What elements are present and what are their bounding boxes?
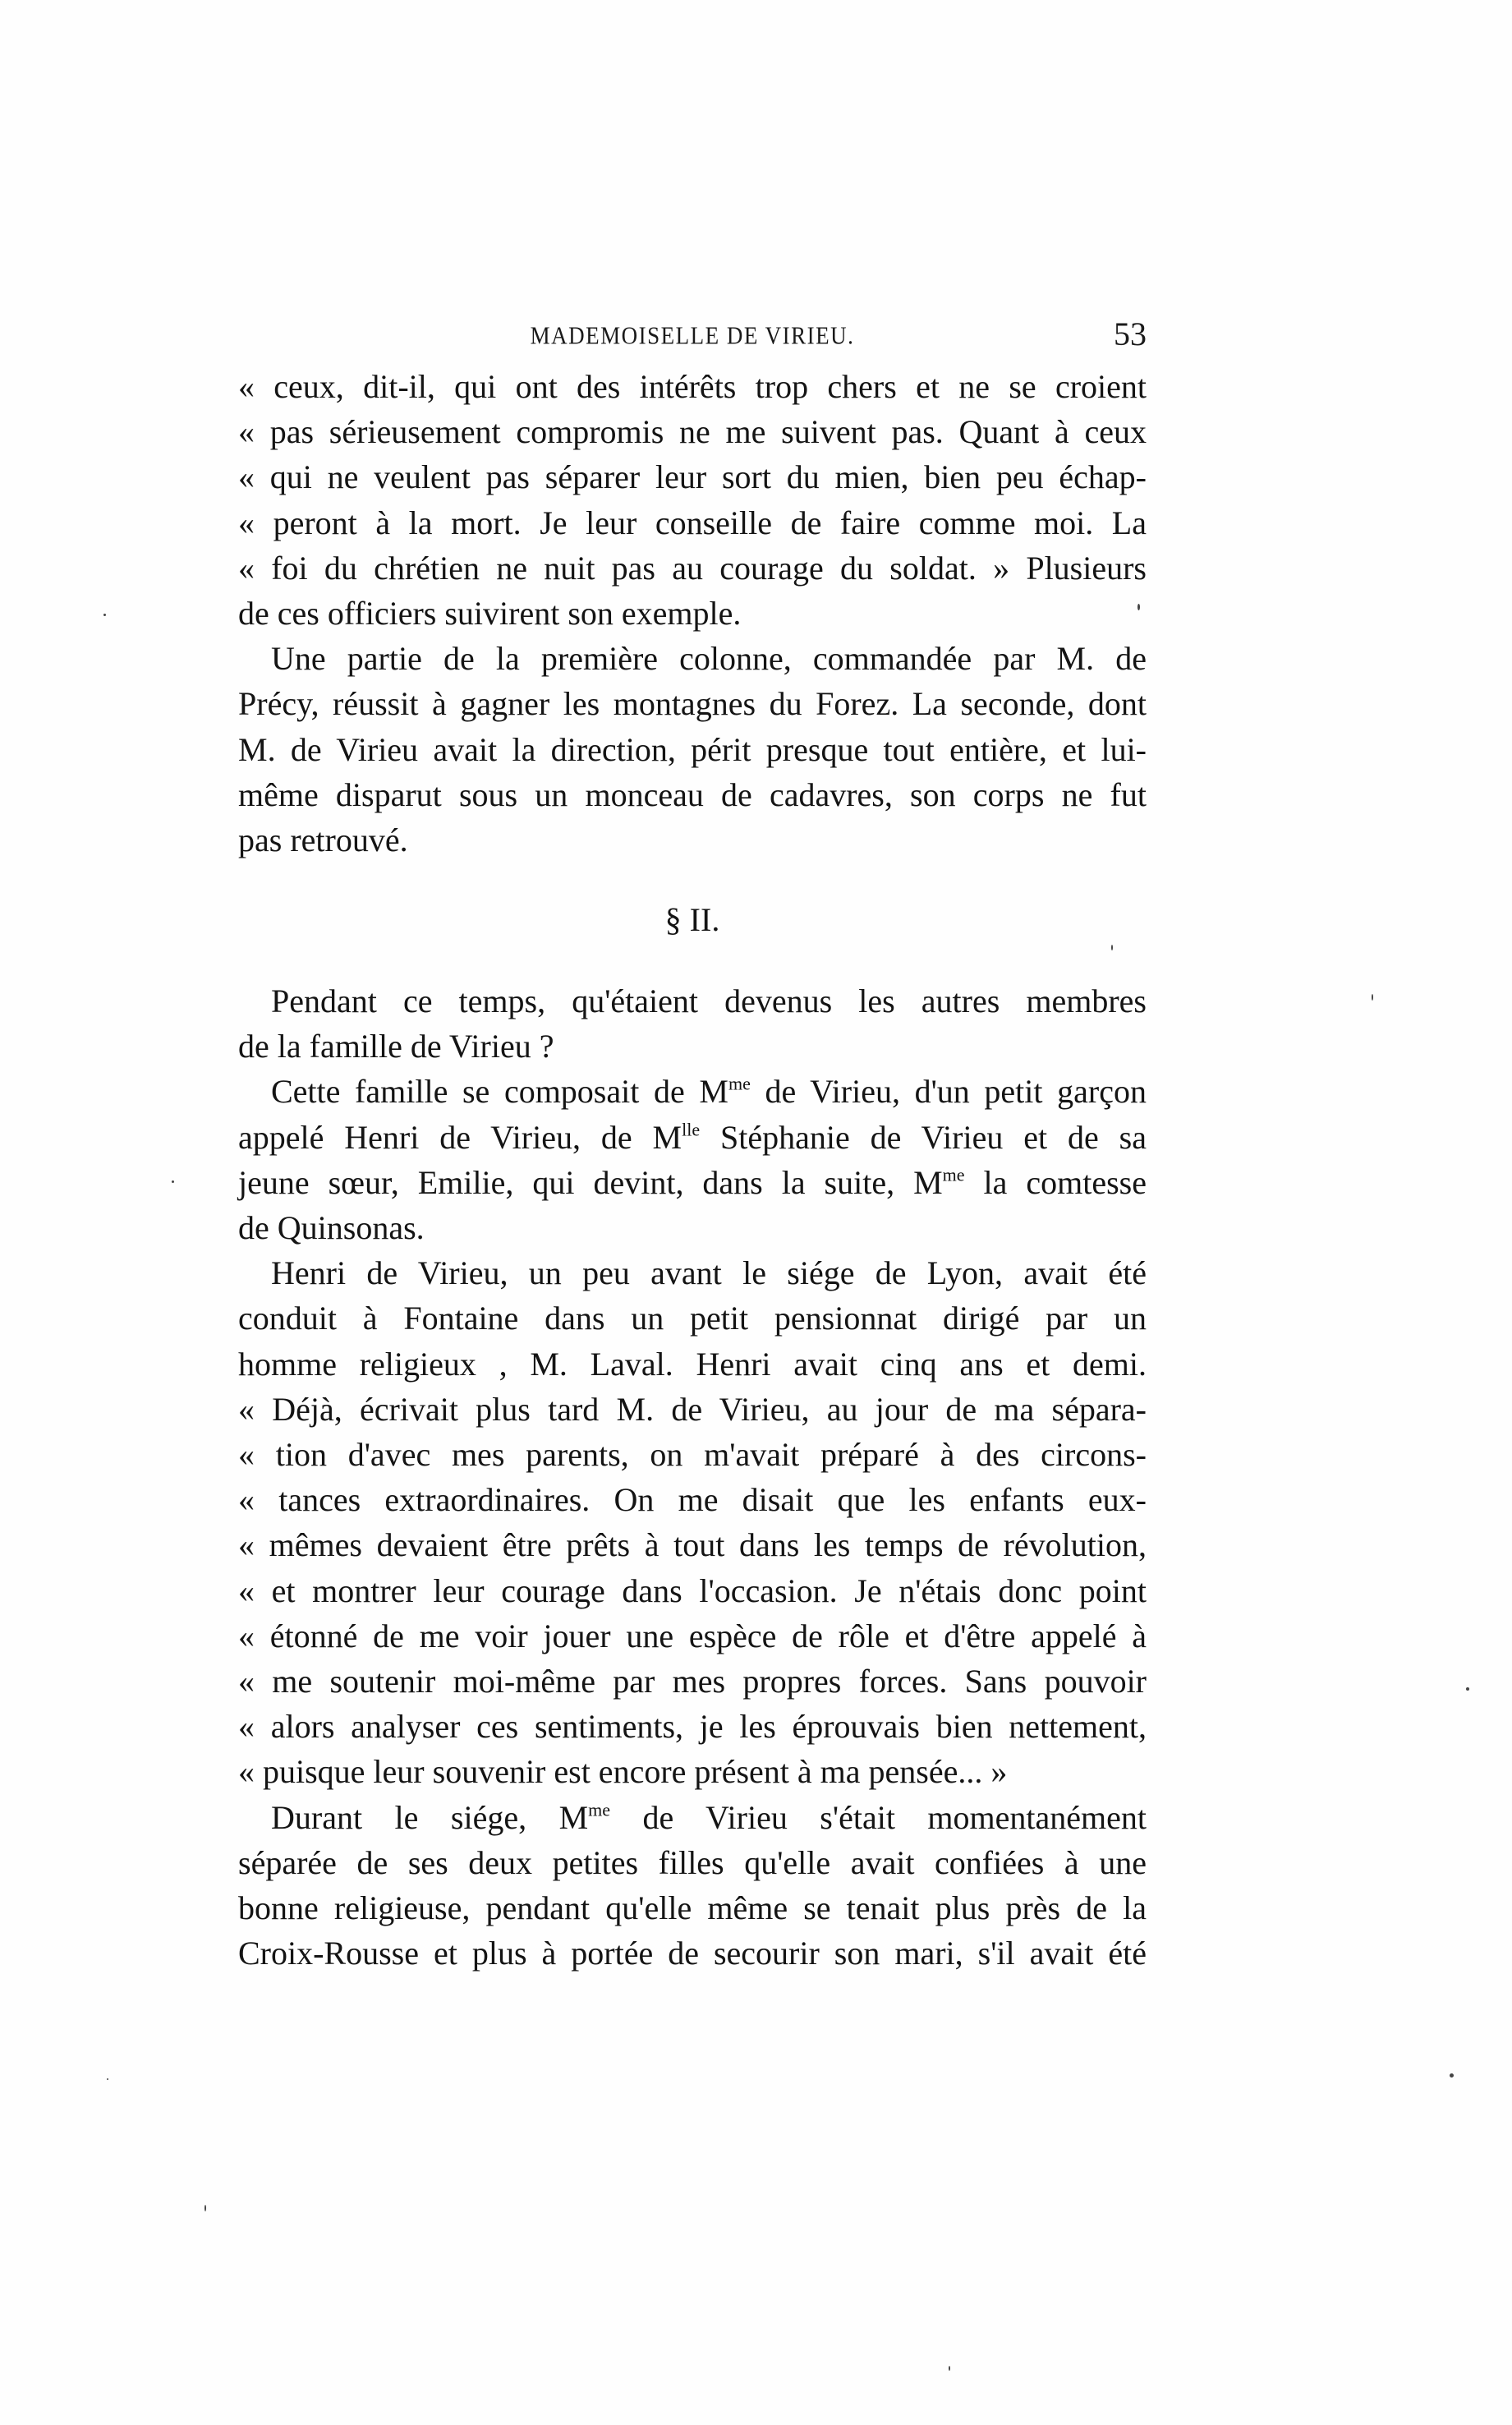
text-line: « Déjà, écrivait plus tard M. de Virieu, au jour de ma sépara- — [238, 1390, 1147, 1428]
text-line: « mêmes devaient être prêts à tout dans les temps de révolution, — [238, 1526, 1147, 1564]
scan-speck — [205, 2205, 206, 2211]
text-line: séparée de ses deux petites filles qu'elle avait confiées à une — [238, 1843, 1147, 1881]
text-line: bonne religieuse, pendant qu'elle même se tenait plus près de la — [238, 1889, 1147, 1926]
text-line — [238, 1160, 1147, 1206]
text-line: « ceux, dit-il, qui ont des intérêts trop chers et ne se croient — [238, 368, 1147, 405]
superscript-abbreviation: me — [728, 1074, 751, 1094]
text-fragment: jeune sœur, Emilie, qui devint, dans la suite, M — [238, 1163, 943, 1201]
superscript-abbreviation: me — [588, 1799, 611, 1820]
text-line: « puisque leur souvenir est encore présent à ma pensée... » — [238, 1753, 1008, 1791]
section-heading: § II. — [664, 901, 720, 938]
text-fragment: Stéphanie de Virieu et de sa — [700, 1118, 1147, 1156]
text-line: « tion d'avec mes parents, on m'avait préparé à des circons- — [238, 1436, 1147, 1473]
text-line: Henri de Virieu, un peu avant le siége de Lyon, avait été — [271, 1254, 1147, 1292]
scan-speck — [103, 614, 106, 616]
text-line: M. de Virieu avait la direction, périt presque tout entière, et lui- — [238, 730, 1147, 768]
text-line: « peront à la mort. Je leur conseille de faire comme moi. La — [238, 504, 1147, 541]
text-fragment: la comtesse — [964, 1163, 1147, 1201]
text-line: même disparut sous un monceau de cadavres, son corps ne fut — [238, 775, 1147, 813]
text-line: de ces officiers suivirent son exemple. — [238, 595, 742, 632]
text-line: « et montrer leur courage dans l'occasion. Je n'étais donc point — [238, 1571, 1147, 1609]
text-fragment: appelé Henri de Virieu, de M — [238, 1118, 682, 1156]
text-line: « qui ne veulent pas séparer leur sort du mien, bien peu échap- — [238, 458, 1147, 496]
scan-speck — [1450, 2073, 1454, 2078]
text-line: « étonné de me voir jouer une espèce de rôle et d'être appelé à — [238, 1617, 1147, 1654]
text-line: « foi du chrétien ne nuit pas au courage du soldat. » Plusieurs — [238, 549, 1147, 587]
text-fragment: de Virieu, d'un petit garçon — [750, 1073, 1147, 1111]
text-line: homme religieux , M. Laval. Henri avait cinq ans et demi. — [238, 1345, 1147, 1383]
text-line: conduit à Fontaine dans un petit pensionnat dirigé par un — [238, 1300, 1147, 1337]
superscript-abbreviation: me — [942, 1164, 965, 1185]
text-fragment: Durant le siége, M — [271, 1798, 589, 1836]
scan-speck — [1466, 1687, 1469, 1691]
page-number: 53 — [1114, 315, 1147, 352]
section-heading-container — [238, 897, 1147, 943]
scan-speck — [172, 1180, 174, 1183]
text-line — [238, 1795, 1147, 1841]
running-title: MADEMOISELLE DE VIRIEU. — [530, 320, 855, 350]
text-line: « tances extraordinaires. On me disait que les enfants eux- — [238, 1481, 1147, 1519]
text-line: de la famille de Virieu ? — [238, 1028, 554, 1065]
text-line: Pendant ce temps, qu'étaient devenus les autres membres — [271, 982, 1147, 1019]
text-line — [238, 1115, 1147, 1161]
text-line: Une partie de la première colonne, commandée par M. de — [271, 640, 1147, 678]
text-line: « alors analyser ces sentiments, je les éprouvais bien nettement, — [238, 1708, 1147, 1746]
running-header — [238, 315, 1147, 356]
text-fragment: de Virieu s'était momentanément — [610, 1798, 1147, 1836]
text-line: Croix-Rousse et plus à portée de secourir son mari, s'il avait été — [238, 1935, 1147, 1972]
scan-speck — [1372, 994, 1373, 1001]
text-line: « me soutenir moi-même par mes propres forces. Sans pouvoir — [238, 1663, 1147, 1700]
text-line: de Quinsonas. — [238, 1209, 425, 1246]
scan-speck — [1137, 604, 1140, 610]
text-fragment: Cette famille se composait de M — [271, 1073, 728, 1111]
text-line: Précy, réussit à gagner les montagnes du Forez. La seconde, dont — [238, 685, 1147, 723]
text-line — [238, 1069, 1147, 1115]
scan-speck — [107, 2078, 108, 2080]
superscript-abbreviation: lle — [682, 1119, 701, 1140]
scan-speck — [949, 2366, 950, 2371]
text-line: « pas sérieusement compromis ne me suivent pas. Quant à ceux — [238, 413, 1147, 451]
text-line: pas retrouvé. — [238, 821, 408, 858]
scan-speck — [1111, 945, 1113, 950]
